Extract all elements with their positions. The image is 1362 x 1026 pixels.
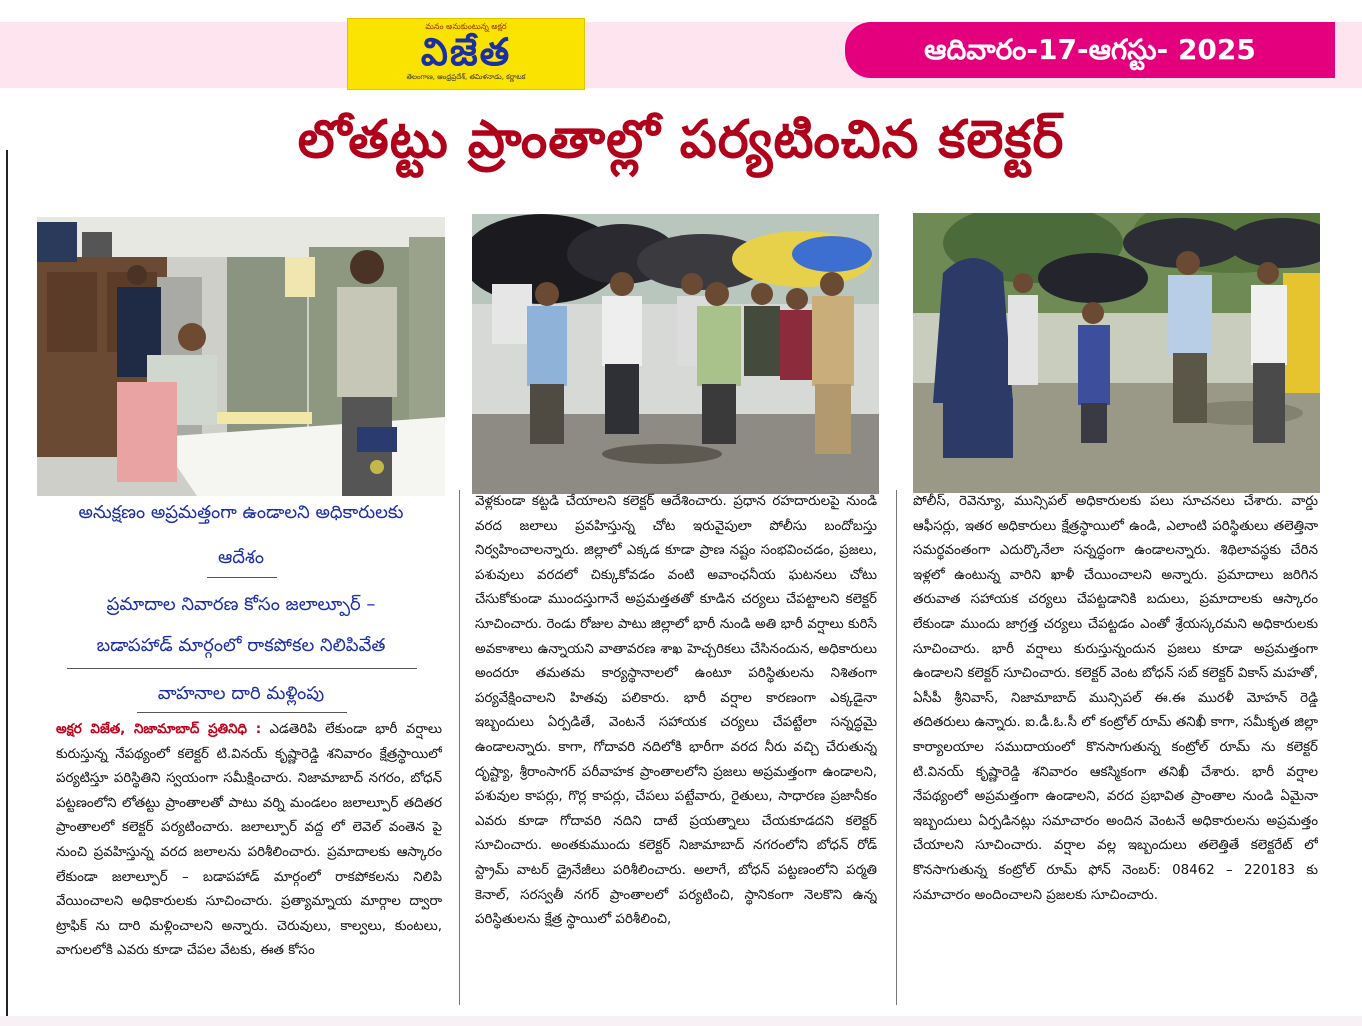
photo-officials-road [472,214,879,494]
photo-collector-inspection [913,213,1320,493]
article-column-3: పోలీస్, రెవెన్యూ, మున్సిపల్ అధికారులకు పలు సూచనలు చేశారు. వార్డు ఆఫీసర్లు, ఇతర అధికారులు క్షేత్రస్థాయిలో ఉండి, ఎలాంటి పరిస్థితులు తలెత్తినా సమర్థవంతంగా ఎదుర్కొనేలా సన్నద్ధంగా ఉండాలన్నారు. శిథిలావస్థకు చేరిన ఇళ్లలో ఉంటున్న వారిని ఖాళీ చేయించాలని అన్నారు. ప్రమాదాలు జరిగిన తరువాత సహాయక చర్యలు చేపట్టడానికి బదులు, ప్రమాదాలకు ఆస్కారం లేకుండా ముందు జాగ్రత్త చర్యలు చేపట్టడం ఎంతో శ్రేయస్కరమని అధికారులకు సూచించారు. భారీ వర్షాలు కురుస్తున్నందున ప్రజలు కూడా అప్రమత్తంగా ఉండాలని కలెక్టర్ సూచించారు. కలెక్టర్ వెంట బోధన్ సబ్ కలెక్టర్ వికాస్ మహతో, ఏసీపీ శ్రీనివాస్, నిజామాబాద్ మున్సిపల్ ఈ.ఈ మురళీ మోహన్ రెడ్డి తదితరులు ఉన్నారు. ఐ.డీ.ఓ.సీ లో కంట్రోల్ రూమ్ తనిఖీ కాగా, సమీకృత జిల్లా కార్యాలయాల సముదాయంలో కొనసాగుతున్న కంట్రోల్ రూమ్ ను కలెక్టర్ టి.వినయ్ కృష్ణారెడ్డి శనివారం ఆకస్మికంగా తనిఖీ చేశారు. భారీ వర్షాల నేపథ్యంలో అప్రమత్తంగా ఉండాలని, వరద ప్రభావిత ప్రాంతాల నుండి ఏమైనా ఇబ్బందులు ఏర్పడినట్లు సమాచారం అందిన వెంటనే అధికారులను అప్రమత్తం చేయాలని సూచించారు. వర్షాల వల్ల ఇబ్బందులు తలెత్తితే కలెక్టరేట్ లో కొనసాగుతున్న కంట్రోల్ రూమ్ ఫోన్ నెంబర్: 08462 – 220183 కు సమాచారం అందించాలని ప్రజలకు సూచించారు. [913,494,1318,903]
column-divider-1 [459,490,460,1005]
article-headline: లోతట్టు ప్రాంతాల్లో పర్యటించిన కలెక్టర్ [297,110,1065,170]
subhead-rule-2 [67,668,417,669]
subhead-line-2: ఆదేశం [217,547,265,568]
article-byline: అక్షర విజేత, నిజామాబాద్ ప్రతినిధి : [56,722,262,737]
article-column-1 [56,718,442,998]
subhead-line-5: వాహనాల దారి మళ్లింపు [157,683,325,704]
article-column-2: వెళ్లకుండా కట్టడి చేయాలని కలెక్టర్ ఆదేశించారు. ప్రధాన రహదారులపై నుండి వరద జలాలు ప్రవహిస్తున్న చోట ఇరువైపులా పోలీసు బందోబస్తు నిర్వహించాలన్నారు. జిల్లాలో ఎక్కడ కూడా ప్రాణ నష్టం సంభవించడం, ప్రజలు, పశువులు వరదలో చిక్కుకోవడం వంటి అవాంఛనీయ ఘటనలు చోటు చేసుకోకుండా ముందస్తుగానే అప్రమత్తతతో కూడిన చర్యలు చేపట్టాలని కలెక్టర్ సూచించారు. రెండు రోజుల పాటు జిల్లాలో భారీ నుండి అతి భారీ వర్షాలు కురిసే అవకాశాలు ఉన్నాయని వాతావరణ శాఖ హెచ్చరికలు చేసినందున, అధికారులు అందరూ తమతమ కార్యస్థానాలలో ఉంటూ పరిస్థితులను నిశితంగా పర్యవేక్షించాలని హితవు పలికారు. భారీ వర్షాల కారణంగా ఎక్కడైనా ఇబ్బందులు ఏర్పడితే, వెంటనే సహాయక చర్యలు చేపట్టేలా సన్నద్ధమై ఉండాలన్నారు. కాగా, గోదావరి నదిలోకి భారీగా వరద నీరు వచ్చి చేరుతున్న దృష్ట్యా, శ్రీరాంసాగర్ పరీవాహక ప్రాంతాలలోని ప్రజలు అప్రమత్తంగా ఉండాలని, పశువుల కాపర్లు, గొర్ల కాపర్లు, చేపలు పట్టేవారు, రైతులు, సాధారణ ప్రజానీకం ఎవరు కూడా గోదావరి నదిని దాటే ప్రయత్నాలు చేయకూడదని కలెక్టర్ సూచించారు. అంతకుముందు కలెక్టర్ నిజామాబాద్ నగరంలోని బోధన్ రోడ్ స్ట్రామ్ వాటర్ డ్రైనేజీలు పరిశీలించారు. అలాగే, బోధన్ పట్టణంలోని పర్మతి కెనాల్, సరస్వతీ నగర్ ప్రాంతాలలో పర్యటించి, స్థానికంగా నెలకొని ఉన్న పరిస్థితులను క్షేత్ర స్థాయిలో పరిశీలించి, [475,494,877,928]
subhead-line-4: బడాపహాడ్ మార్గంలో రాకపోకల నిలిపివేత [96,635,386,656]
newspaper-logo [347,18,585,90]
page-footer-band [0,1016,1362,1026]
logo-tagline: మనం అనుకుంటున్న అక్షర [425,22,507,31]
subhead-line-3: ప్రమాదాల నివారణ కోసం జలాల్పూర్ – [106,594,376,615]
photo-collector-office [37,217,445,496]
subhead-rule-3 [137,712,347,713]
edition-date: ఆదివారం-17-ఆగస్టు- 2025 [845,22,1335,78]
subhead-line-1: అనుక్షణం అప్రమత్తంగా ఉండాలని అధికారులకు [78,502,404,523]
column-1-text: ఎడతెరిపి లేకుండా భారీ వర్షాలు కురుస్తున్న నేపథ్యంలో కలెక్టర్ టి.వినయ్ కృష్ణారెడ్డి శనివారం క్షేత్రస్థాయిలో పర్యటిస్తూ పరిస్థితిని స్వయంగా సమీక్షించారు. నిజామాబాద్ నగరం, బోధన్ పట్టణంలోని లోతట్టు ప్రాంతాలతో పాటు వర్ని మండలం జలాల్పూర్ తదితర ప్రాంతాలలో కలెక్టర్ పర్యటించారు. జలాల్పూర్ వద్ద లో లెవెల్ వంతెన పై నుంచి ప్రవహిస్తున్న వరద జలాలను పరిశీలించారు. ప్రమాదాలకు ఆస్కారం లేకుండా జలాల్పూర్ – బడాపహాడ్ మార్గంలో రాకపోకలను నిలిపి వేయించాలని అధికారులకు సూచించారు. ప్రత్యామ్నాయ మార్గాల ద్వారా ట్రాఫిక్ ను దారి మళ్లించాలని అన్నారు. చెరువులు, కాల్వలు, కుంటలు, వాగులలోకి ఎవరు కూడా చేపల వేటకు, ఈత కోసం [56,722,442,959]
column-divider-2 [896,490,897,1005]
subhead-rule-1 [207,577,277,578]
logo-subline: తెలంగాణ, ఆంధ్రప్రదేశ్, తమిళనాడు, కర్ణాటక [406,73,526,81]
page-edge-rule [6,150,8,1020]
logo-name: విజేత [420,30,512,74]
